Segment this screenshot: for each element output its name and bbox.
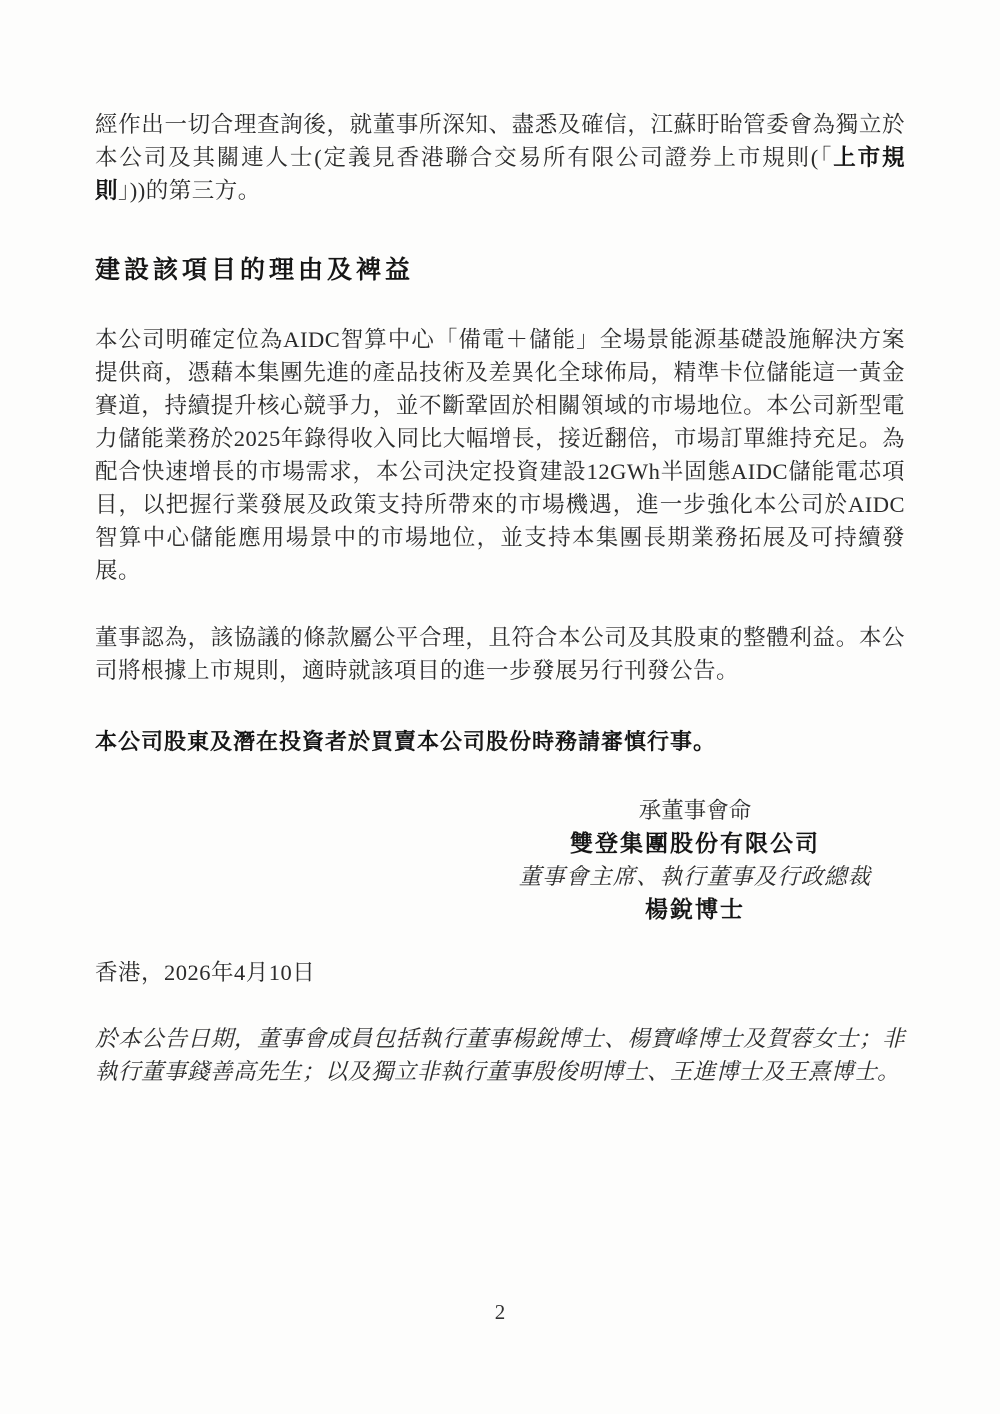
independence-text-tail: 」))的第三方。 (118, 178, 261, 203)
dateline: 香港，2026年4月10日 (95, 960, 316, 985)
board-composition-paragraph: 於本公告日期，董事會成員包括執行董事楊銳博士、楊寶峰博士及賀蓉女士；非執行董事錢善高先生；以及獨立非執行董事殷俊明博士、王進博士及王熹博士。 (95, 1026, 905, 1084)
caution-statement: 本公司股東及潛在投資者於買賣本公司股份時務請審慎行事。 (95, 729, 717, 754)
signer-name: 楊銳博士 (645, 896, 745, 922)
page-number: 2 (494, 1300, 506, 1324)
section-heading: 建設該項目的理由及裨益 (95, 256, 415, 284)
company-name: 雙登集團股份有限公司 (570, 830, 820, 856)
independence-text-lead: 經作出一切合理查詢後，就董事所深知、盡悉及確信，江蘇盱眙管委會為獨立於本公司及其關連人士(定義見香港聯合交易所有限公司證券上市規則(「 (95, 112, 905, 170)
project-rationale-paragraph: 本公司明確定位為AIDC智算中心「備電＋儲能」全場景能源基礎設施解決方案提供商，憑藉本集團先進的產品技術及差異化全球佈局，精準卡位儲能這一黃金賽道，持續提升核心競爭力，並不斷鞏固於相關領域的市場地位。本公司新型電力儲能業務於2025年錄得收入同比大幅增長，接近翻倍，市場訂單維持充足。為配合快速增長的市場需求，本公司決定投資建設12GWh半固態AIDC儲能電芯項目，以把握行業發展及政策支持所帶來的市場機遇，進一步強化本公司於AIDC智算中心儲能應用場景中的市場地位，並支持本集團長期業務拓展及可持續發展。 (95, 327, 905, 583)
signature-block (485, 794, 905, 926)
board-view-paragraph: 董事認為，該協議的條款屬公平合理，且符合本公司及其股東的整體利益。本公司將根據上市規則，適時就該項目的進一步發展另行刊發公告。 (95, 625, 905, 683)
by-order-line: 承董事會命 (638, 798, 752, 823)
announcement-body (95, 108, 905, 1088)
listing-rules-defined-term: 上市規則 (95, 145, 905, 203)
independence-paragraph (95, 108, 905, 207)
signer-title-line: 董事會主席、執行董事及行政總裁 (518, 864, 872, 889)
